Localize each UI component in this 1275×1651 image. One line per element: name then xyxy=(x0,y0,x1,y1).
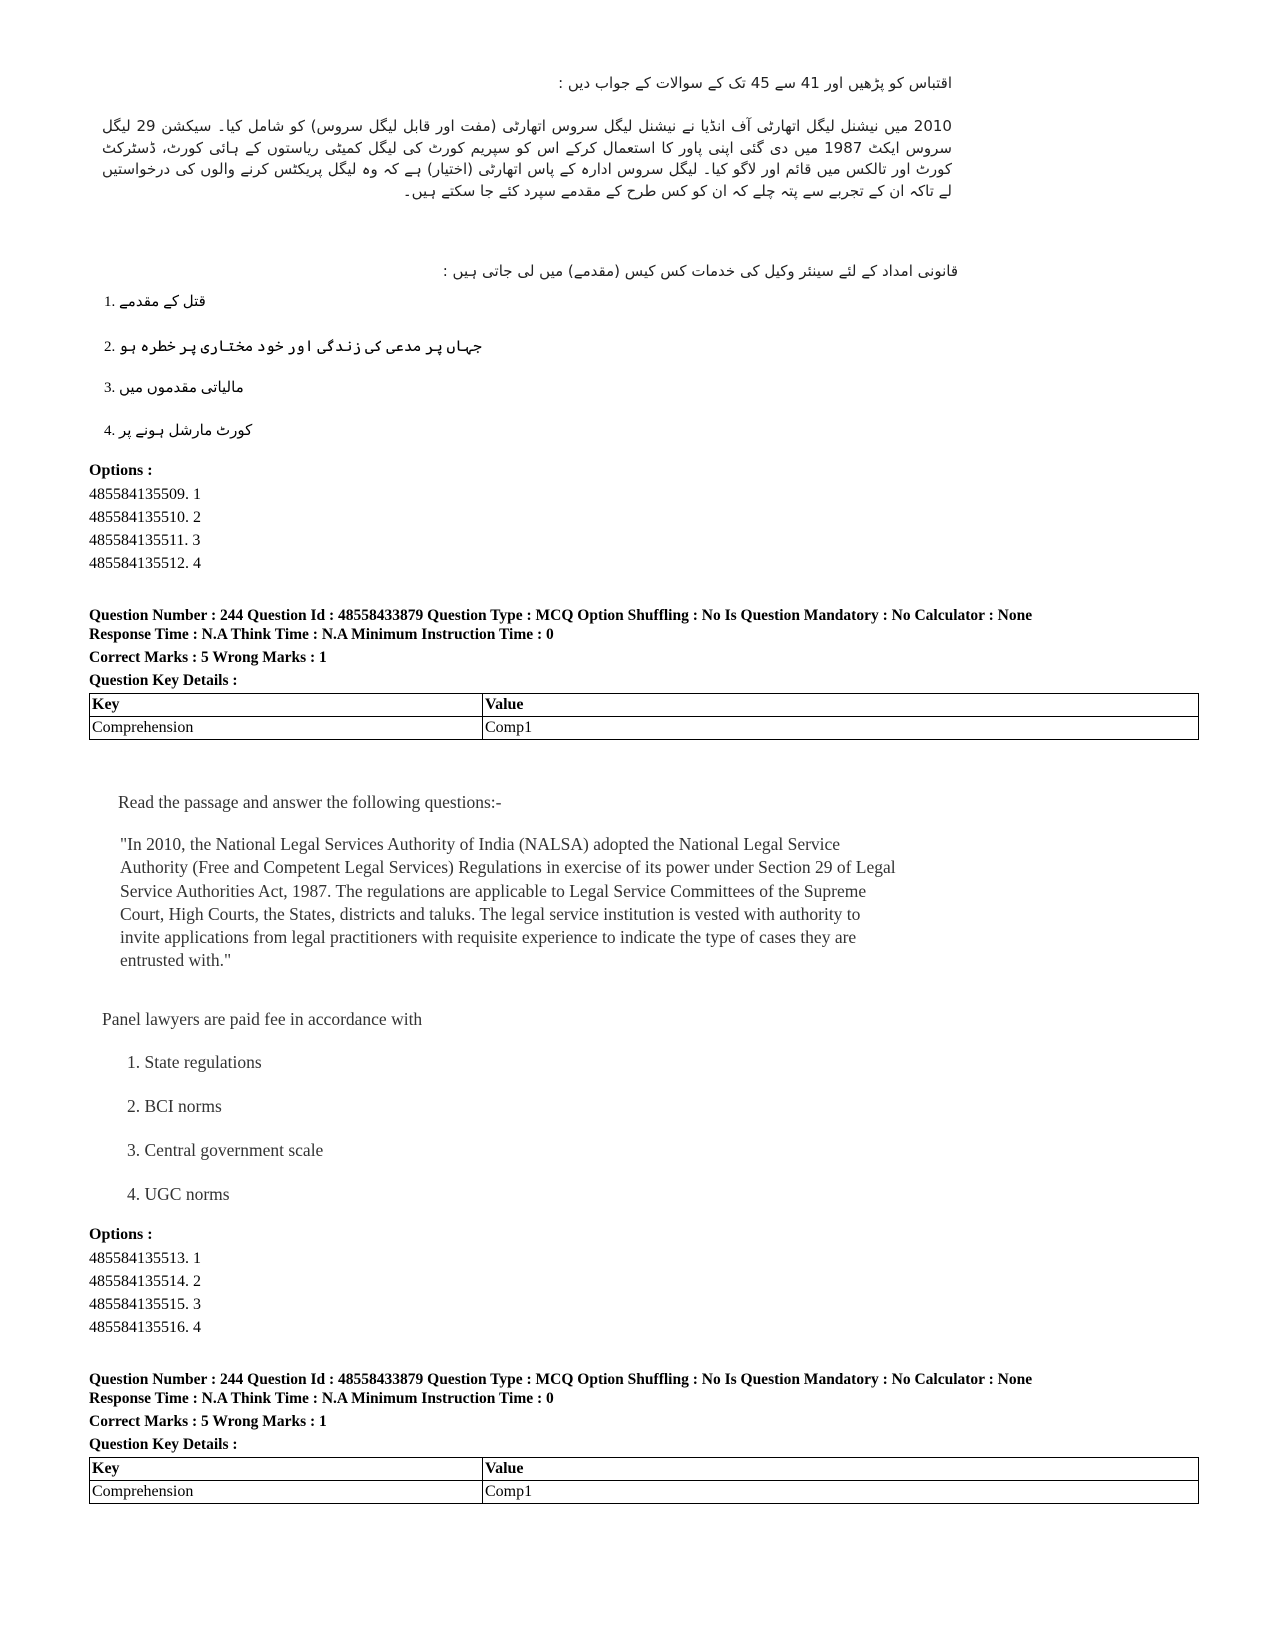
urdu-choice-4: کورٹ مارشل ہونے پر .4 xyxy=(104,423,253,439)
table-cell-value: Comp1 xyxy=(483,717,1199,740)
passage-line: entrusted with." xyxy=(120,950,232,971)
urdu-choice-3: مالیاتی مقدموں میں .3 xyxy=(104,380,244,396)
urdu-question: قانونی امداد کے لئے سینئر وکیل کی خدمات کس کیس (مقدمے) میں لی جاتی ہیں : xyxy=(442,262,958,280)
table-header-key: Key xyxy=(90,694,483,717)
choice-4: 4. UGC norms xyxy=(127,1184,230,1204)
key-details-label: Question Key Details : xyxy=(89,672,238,689)
question-meta-line-2: Response Time : N.A Think Time : N.A Minimum Instruction Time : 0 xyxy=(89,626,554,643)
choice-1: 1. State regulations xyxy=(127,1052,262,1072)
options-label: Options : xyxy=(89,462,153,479)
urdu-instruction: اقتباس کو پڑھیں اور 41 سے 45 تک کے سوالات کے جواب دیں : xyxy=(558,74,952,92)
key-details-label: Question Key Details : xyxy=(89,1436,238,1453)
marks-line: Correct Marks : 5 Wrong Marks : 1 xyxy=(89,1413,327,1430)
choice-3: 3. Central government scale xyxy=(127,1140,324,1160)
question-meta-line-1: Question Number : 244 Question Id : 48558433879 Question Type : MCQ Option Shuffling : No Is Question Mandatory : No Calculator : None xyxy=(89,607,1033,624)
key-value-table xyxy=(89,1457,1199,1504)
table-row xyxy=(90,1481,1199,1504)
table-header-key: Key xyxy=(90,1458,483,1481)
option-id-1: 485584135513. 1 xyxy=(89,1250,201,1267)
question-meta-line-1: Question Number : 244 Question Id : 48558433879 Question Type : MCQ Option Shuffling : No Is Question Mandatory : No Calculator : None xyxy=(89,1371,1033,1388)
option-id-1: 485584135509. 1 xyxy=(89,486,201,503)
passage-line: Service Authorities Act, 1987. The regulations are applicable to Legal Service Committees of the Supreme xyxy=(120,880,867,901)
table-row xyxy=(90,717,1199,740)
question-text: Panel lawyers are paid fee in accordance with xyxy=(102,1009,423,1029)
table-header-value: Value xyxy=(483,1458,1199,1481)
question-meta-line-2: Response Time : N.A Think Time : N.A Minimum Instruction Time : 0 xyxy=(89,1390,554,1407)
urdu-passage: 2010 میں نیشنل لیگل اتھارٹی آف انڈیا نے نیشنل لیگل سروس اتھارٹی (مفت اور قابل لیگل سروس) کو شامل کیا۔ سیکشن 29 لیگل سروس ایکٹ 1987 میں دی گئی اپنی پاور کا استعمال کرکے اس کو سپریم کورٹ کی لیگل کمیٹی ریاستوں کے ہائی کورٹ، ڈسٹرکٹ کورٹ اور تالکس میں قائم اور لاگو کیا۔ لیگل سروس ادارہ کے پاس اتھارٹی (اختیار) ہے کہ وہ لیگل پریکٹس کرنے والوں کی درخواستیں لے تاکہ ان کے تجربے سے پتہ چلے کہ ان کو کس طرح کے مقدمے سپرد کئے جا سکتے ہیں۔ xyxy=(102,117,953,200)
passage-line: "In 2010, the National Legal Services Authority of India (NALSA) adopted the National Legal Service xyxy=(120,834,841,854)
table-header-row xyxy=(90,694,1199,717)
choice-2: 2. BCI norms xyxy=(127,1096,222,1116)
table-header-value: Value xyxy=(483,694,1199,717)
option-id-3: 485584135515. 3 xyxy=(89,1296,201,1313)
option-id-4: 485584135516. 4 xyxy=(89,1319,201,1336)
passage-line: invite applications from legal practitioners with requisite experience to indicate the type of cases they are xyxy=(120,927,857,948)
passage-instruction: Read the passage and answer the following questions:- xyxy=(118,792,502,812)
marks-line: Correct Marks : 5 Wrong Marks : 1 xyxy=(89,649,327,666)
option-id-4: 485584135512. 4 xyxy=(89,555,201,572)
option-id-2: 485584135514. 2 xyxy=(89,1273,201,1290)
urdu-choice-2: جہاں پر مدعی کی زندگی اور خود مختاری پر خطرہ ہو .2 xyxy=(104,339,482,355)
option-id-3: 485584135511. 3 xyxy=(89,532,201,549)
key-value-table xyxy=(89,693,1199,740)
table-header-row xyxy=(90,1458,1199,1481)
passage-text xyxy=(120,833,1000,973)
option-id-2: 485584135510. 2 xyxy=(89,509,201,526)
table-cell-key: Comprehension xyxy=(90,1481,483,1504)
passage-line: Court, High Courts, the States, districts and taluks. The legal service institution is vested with authority to xyxy=(120,903,861,924)
options-label: Options : xyxy=(89,1226,153,1243)
table-cell-value: Comp1 xyxy=(483,1481,1199,1504)
passage-line: Authority (Free and Competent Legal Services) Regulations in exercise of its power under Section 29 of Legal xyxy=(120,857,896,878)
table-cell-key: Comprehension xyxy=(90,717,483,740)
urdu-choice-1: قتل کے مقدمے .1 xyxy=(104,294,206,310)
